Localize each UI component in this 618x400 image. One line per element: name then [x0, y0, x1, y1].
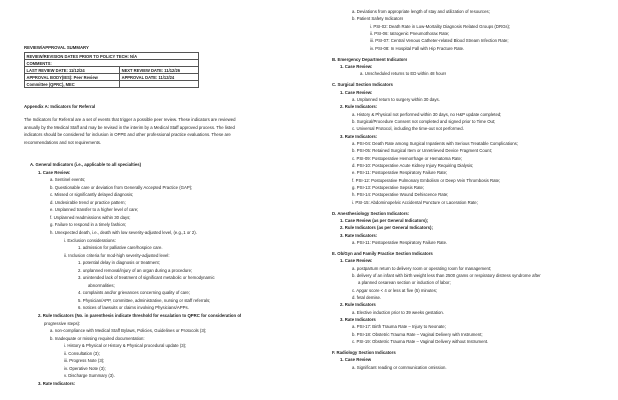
right-line: 3. Rate Indicators: — [340, 133, 378, 139]
right-line: d. PSI-10: Postoperative Acute Kidney Injury Requiring Dialysis; — [352, 163, 474, 168]
right-line: d. fetal demise. — [352, 294, 382, 300]
intro-line: The Indicators for Referral are a set of events that trigger a possible peer review. These indicators are reviewed — [24, 117, 236, 122]
left-line: 1. potential delay in diagnosis or treatment; — [78, 260, 160, 266]
right-line: a. PSI-04: Death Rate among Surgical Inpatients with Serious Treatable Complications; — [352, 140, 518, 146]
review-table — [24, 52, 199, 88]
right-line: a. PSI-11: Postoperative Respiratory Failure Rate. — [352, 240, 448, 245]
left-line: v. Discharge Summary (3). — [64, 373, 115, 379]
review-row — [25, 53, 199, 60]
right-line: b. PSI-05: Retained Surgical Item or Unretrieved Device Fragment Count; — [352, 148, 492, 154]
right-line: 2. Rule Indicators (as per General Indicators); — [340, 225, 433, 231]
right-line: iv. PSI-08: In Hospital Fall with Hip Fracture Rate. — [370, 45, 465, 51]
right-line: 2. Rule Indicators: — [340, 104, 378, 110]
right-line: i. PSI-15: Abdominopelvic Accidental Puncture or Laceration Rate; — [352, 199, 478, 205]
right-line: a. Unplanned return to surgery within 30 days. — [352, 96, 440, 102]
appendix-title: Appendix A: Indicators for Referral — [24, 104, 96, 109]
review-cell: LAST REVIEW DATE: 11/12/24 — [25, 67, 120, 74]
right-line: a planned cesarean section or induction of labor; — [358, 280, 451, 286]
right-line: 2. Rule Indicators — [340, 302, 376, 308]
right-line: iii. PSI-07: Central Venous Catheter-related Blood Stream Infection Rate; — [370, 38, 509, 44]
right-line: h. PSI-14: Postoperative Wound Dehiscence Rate; — [352, 192, 449, 198]
review-row — [25, 74, 199, 81]
right-line: 1. Case Review (as per General Indicators); — [340, 217, 429, 223]
left-line: iv. Operative Note (3); — [64, 365, 106, 371]
left-line: 4. complaints and/or grievances concerning quality of care; — [78, 290, 191, 296]
review-cell: APPROVAL DATE: 11/12/24 — [120, 74, 199, 81]
right-line: c. PSI-09: Postoperative Hemorrhage or Hematoma Rate; — [352, 155, 463, 161]
left-line: b. Inadequate or missing required documentation: — [50, 335, 145, 341]
left-line: 6. notices of lawsuits or claims involving Physicians/APPs. — [78, 305, 189, 311]
right-line: a. PSI-17: Birth Trauma Rate – Injury to Neonate; — [352, 324, 446, 330]
right-line: f. PSI-12: Postoperative Pulmonary Embolism or Deep Vein Thrombosis Rate; — [352, 177, 501, 183]
left-line: A. General Indicators (i.e., applicable to all specialties) — [30, 162, 142, 167]
left-line: ii. Inclusion criteria for mod-high severity-adjusted level: — [64, 252, 170, 258]
right-line: c. Apgar score < 4 or less at five (5) minutes; — [352, 287, 438, 293]
right-line: 1. Case Review — [340, 357, 372, 363]
right-line: a. postpartum return to delivery room or operating room for management; — [352, 265, 492, 271]
review-cell: REVIEW/REVISION DATES PRIOR TO POLICY TECH: N/A — [25, 53, 199, 60]
right-line: b. Patient Safety Indicators — [352, 16, 404, 22]
left-line: abnormalities; — [88, 282, 115, 288]
review-row — [25, 67, 199, 74]
right-line: 3. Rate Indicators: — [340, 232, 378, 238]
right-line: 1. Case Review: — [340, 63, 373, 69]
left-line: 3. unintended lack of treatment of significant metabolic or hemodynamic — [78, 275, 215, 281]
right-line: 1. Case Review: — [340, 258, 373, 264]
right-line: a. Deviations from appropriate length of stay and utilization of resources; — [352, 9, 490, 14]
right-line: a. Significant reading or communication omission. — [352, 364, 447, 370]
review-cell: COMMENTS: — [25, 60, 199, 67]
right-line: 1. Case Review: — [340, 89, 373, 95]
right-line: D. Anesthesiology Section Indicators: — [332, 210, 410, 216]
left-line: iii. Progress Note (3); — [64, 358, 105, 364]
left-line: a. non-compliance with Medical Staff Bylaws, Policies, Guidelines or Protocols (3); — [50, 328, 207, 334]
review-cell: APPROVAL BODY(IES): Peer Review — [25, 74, 120, 81]
right-line: 3. Rate Indicators — [340, 317, 376, 322]
right-line: g. PSI-13: Postoperative Sepsis Rate; — [352, 185, 425, 191]
left-line: 5. Physician/APP, committee, administrative, nursing or staff referrals; — [78, 297, 211, 303]
right-line: c. PSI-19: Obstetric Trauma Rate – Vaginal Delivery without Instrument. — [352, 339, 489, 345]
right-line: C. Surgical Section Indicators — [332, 82, 393, 88]
right-line: E. Ob/Gyn and Family Practice Section Indicators — [332, 250, 433, 256]
review-heading: REVIEW/APPROVAL SUMMARY — [24, 45, 89, 50]
left-line: 1. Case Review: — [38, 169, 71, 175]
left-line: e. Unplanned transfer to a higher level of care; — [50, 207, 139, 213]
left-line: b. Questionable care or deviation from Generally Accepted Practice (GAP); — [50, 184, 193, 190]
intro-line: indicators should be considered for inclusion in OPPE and other professional practice evaluations. These are — [24, 132, 231, 137]
left-line: i. History & Physical or History & Physical procedural update (3); — [64, 343, 187, 349]
left-line: ii. Consultation (3); — [64, 350, 100, 356]
left-line: 3. Rate Indicators: — [38, 380, 76, 386]
right-line: i. PSI-02: Death Rate in Low-Mortality Diagnosis Related Groups (DRGs); — [370, 23, 511, 29]
left-line: 1. admission for palliative care/hospice care. — [78, 245, 163, 251]
intro-line: recommendations and not requirements. — [24, 139, 102, 145]
left-line: progressive steps): — [44, 320, 81, 326]
left-line: d. Undesirable trend or practice pattern; — [50, 199, 126, 205]
right-line: c. Universal Protocol, including the time-out not performed. — [352, 126, 464, 132]
left-line: f. Unplanned readmissions within 30 days; — [50, 214, 131, 220]
review-cell: NEXT REVIEW DATE: 11/12/26 — [120, 67, 199, 74]
right-line: B. Emergency Department Indicators — [332, 56, 408, 62]
right-line: ii. PSI-06: Iatrogenic Pneumothorax Rate; — [370, 31, 450, 37]
right-line: b. delivery of an infant with birth weight less than 2500 grams or respiratory distress syndrome after — [352, 272, 541, 278]
right-line: a. History & Physical not performed within 30 days, no H&P update completed; — [352, 111, 502, 117]
left-line: 2. unplanned removal/injury of an organ during a procedure; — [78, 267, 193, 273]
review-cell — [120, 81, 199, 88]
left-line: a. Sentinel events; — [50, 177, 86, 183]
left-line: i. Exclusion considerations: — [64, 237, 116, 243]
left-line: h. Unexpected death, i.e., death with low severity-adjusted level, (e.g.,1 or 2). — [50, 229, 197, 235]
left-line: g. Failure to respond in a timely fashion; — [50, 222, 127, 228]
review-row — [25, 60, 199, 67]
left-line: 2. Rule Indicators (No. in parenthesis indicate threshold for escalation to QPRC for consideration of — [38, 313, 242, 318]
intro-line: annually by the Medical Staff and may be revised in the interim by a Medical Staff approved process. The listed — [24, 124, 235, 130]
right-line: a. Elective induction prior to 39 weeks gestation. — [352, 309, 444, 315]
review-row — [25, 81, 199, 88]
review-cell: Committee (QPRC), MEC — [25, 81, 120, 88]
right-line: b. Surgical/Procedure Consent not completed and signed prior to Time Out; — [352, 118, 496, 124]
left-line: c. Missed or significantly delayed diagnosis; — [50, 192, 134, 198]
right-line: a. Unscheduled returns to ED within 48 hours — [360, 71, 447, 77]
right-line: F. Radiology Section Indicators — [332, 349, 396, 355]
right-line: b. PSI-18: Obstetric Trauma Rate – Vaginal Delivery with Instrument; — [352, 331, 483, 337]
right-line: e. PSI-11: Postoperative Respiratory Failure Rate; — [352, 170, 448, 176]
